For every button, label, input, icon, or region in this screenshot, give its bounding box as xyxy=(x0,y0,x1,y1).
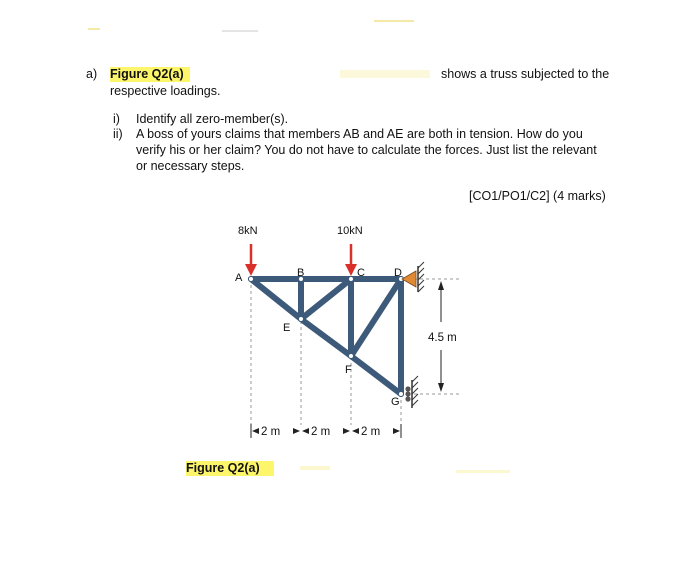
truss-members xyxy=(251,279,401,394)
intro-text-tail: shows a truss subjected to the xyxy=(441,67,610,81)
member-ae xyxy=(251,279,301,319)
load-arrow-8kn xyxy=(245,244,257,276)
item-1-number: i) xyxy=(113,112,120,126)
pin-support-d xyxy=(402,262,424,292)
joint-e xyxy=(299,317,304,322)
node-label-e: E xyxy=(283,322,291,334)
span-dimension-label-1: 2 m xyxy=(261,426,281,438)
member-df xyxy=(351,279,401,356)
item-2-number: ii) xyxy=(113,127,123,141)
joint-a xyxy=(249,277,254,282)
figure-reference-text: Figure Q2(a) xyxy=(110,67,184,81)
node-label-g: G xyxy=(391,396,400,408)
question-part-label: a) xyxy=(86,67,98,81)
load-label-10kn: 10kN xyxy=(337,225,363,237)
node-label-c: C xyxy=(357,267,365,279)
caption-highlight-fade xyxy=(456,470,510,473)
node-label-f: F xyxy=(345,364,352,376)
span-dimension-label-3: 2 m xyxy=(361,426,381,438)
item-2-line-2: verify his or her claim? You do not have to calculate the forces. Just list the relevant xyxy=(136,143,597,157)
marks-allocation: [CO1/PO1/C2] (4 marks) xyxy=(469,189,606,203)
span-dimension-label-2: 2 m xyxy=(311,426,331,438)
node-label-d: D xyxy=(394,267,402,279)
load-label-8kn: 8kN xyxy=(238,225,258,237)
node-label-b: B xyxy=(297,267,305,279)
roller-support-g xyxy=(405,376,418,408)
joint-f xyxy=(349,354,354,359)
member-ef xyxy=(301,319,351,356)
item-2-line-3: or necessary steps. xyxy=(136,159,245,173)
intro-text-line2: respective loadings. xyxy=(110,84,221,98)
member-fg xyxy=(351,356,401,394)
joint-c xyxy=(349,277,354,282)
item-2-line-1: A boss of yours claims that members AB and AE are both in tension. How do you xyxy=(136,127,583,141)
height-dimension-label: 4.5 m xyxy=(428,332,457,344)
load-arrow-10kn xyxy=(345,244,357,276)
item-1-text: Identify all zero-member(s). xyxy=(136,112,289,126)
node-label-a: A xyxy=(235,272,243,284)
figure-caption xyxy=(186,461,274,476)
figure-caption-text: Figure Q2(a) xyxy=(186,461,260,475)
caption-highlight-fade xyxy=(300,466,330,470)
member-ce xyxy=(301,279,351,319)
